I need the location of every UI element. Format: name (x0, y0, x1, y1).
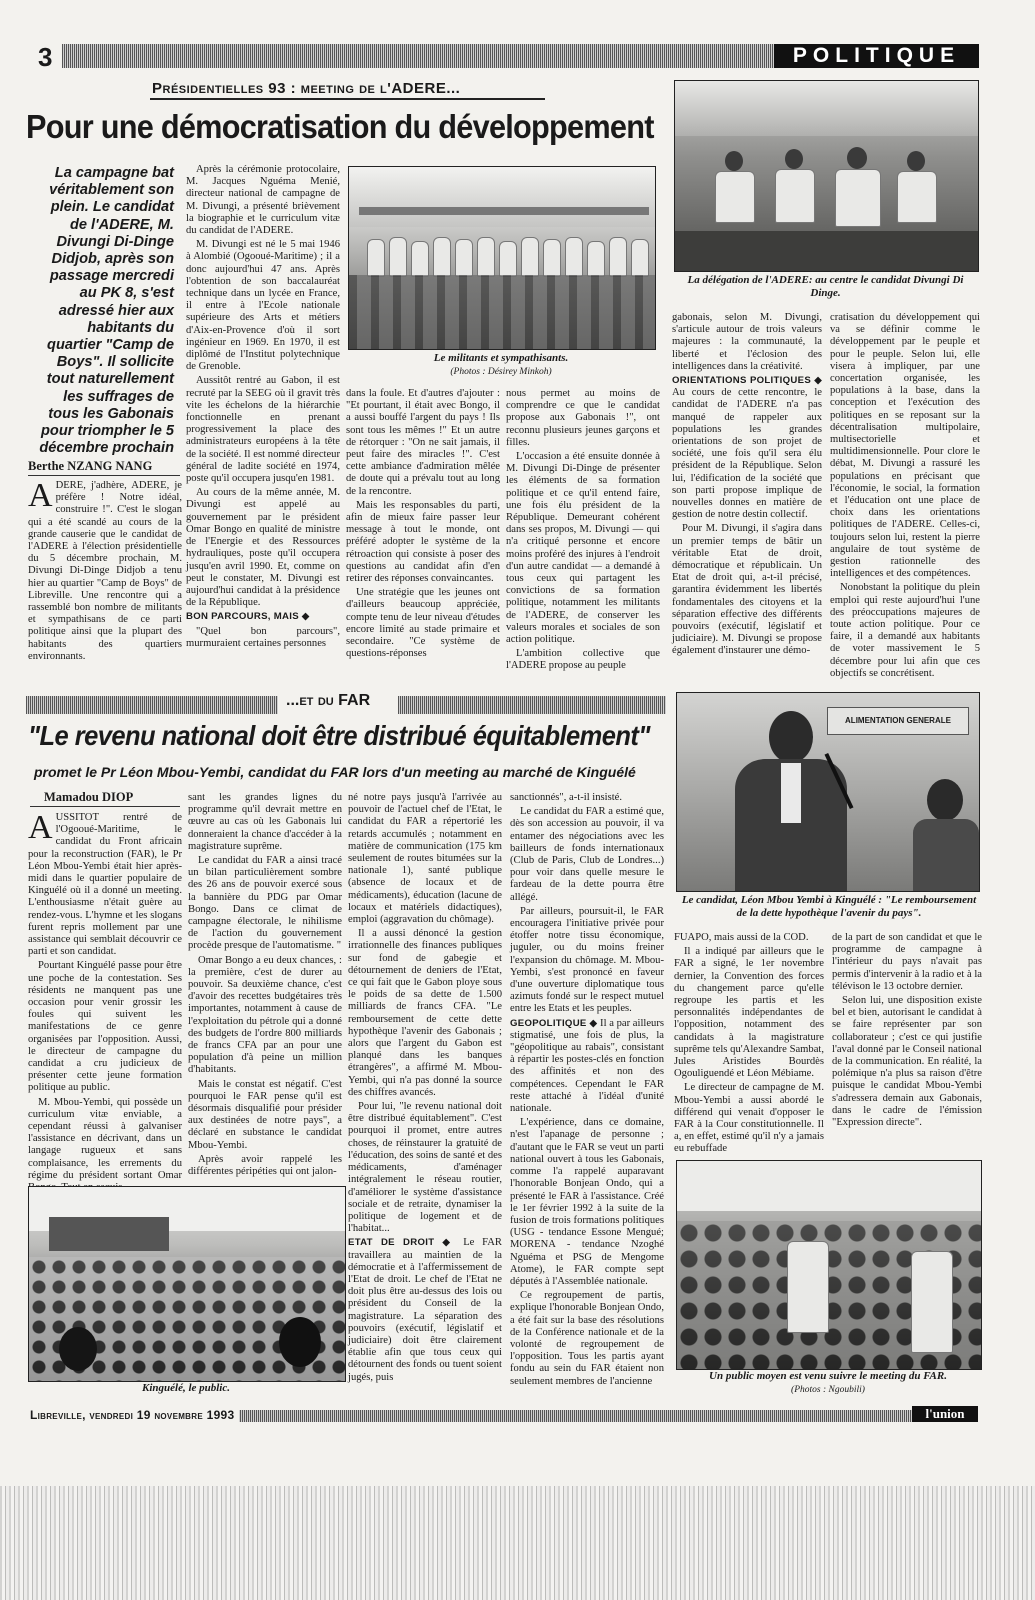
paragraph: Mais le constat est négatif. C'est pourquoi le FAR pense qu'il est désormais disqualifié pour présider aux destinées de notre pays", a déclaré en substance le candidat Mbou-Yembi. (188, 1078, 342, 1151)
photo-militants-caption (348, 352, 654, 379)
paragraph: Au cours de cette rencontre, le candidat de l'ADERE n'a pas manqué de rappeler aux populations les grandes orientations de son projet de société, une fois qu'il sera élu président de la République. Selon lui, l'édification de la société que son parti propose implique de nouvelles donnes en matière de gestion de notre destin collectif. (672, 387, 822, 521)
article1-column-2 (186, 164, 340, 676)
article2-column-4 (510, 792, 664, 1392)
paragraph: nous permet au moins de comprendre ce que le candidat propose aux Gabonais !", ont reconnu plusieurs jeunes garçons et filles. (506, 388, 660, 448)
article2-kicker: ...et du FAR (286, 692, 371, 709)
paragraph: Ce regroupement de partis, explique l'honorable Bonjean Ondo, a été fait sur la base des résolutions de la Conférence nationale et de la volonté de regroupement de l'opposition. Tous les partis ayant fondu au sein du FAR étaient non seulement membres de l'ancienne (510, 1290, 664, 1387)
paragraph: Omar Bongo a eu deux chances, : la première, c'est de durer au pouvoir. Sa deuxième chance, c'est d'avoir des recettes budgétaires très importantes, notamment à cause de l'exploitation du pétrole qui a donné des budgets de l'ordre 800 milliards de francs CFA par an pour une population d'à peine un million d'habitants. (188, 954, 342, 1076)
article1-column-5 (672, 312, 822, 678)
scan-artifact (0, 1486, 1035, 1600)
paragraph: Nonobstant la politique du plein emploi qui reste aujourd'hui l'une des préoccupations majeures de toute action politique. Pour ce faire, il a demandé aux habitants de voter massivement le 5 décembre pour lui afin que ces objectifs se concrétisent. (830, 582, 980, 679)
paragraph: Aussitôt rentré au Gabon, il est recruté par la SEEG où il gravit très vite les échelons de la hiérarchie fonctionnelle en prenant progressivement la place des administrateurs européens à la tête de la société. Il est nommé directeur général de ladite société en 1974, poste qu'il occupera jusqu'en 1981. (186, 375, 340, 485)
paragraph: M. Divungi est né le 5 mai 1946 à Alombié (Ogooué-Maritime) ; il a donc aujourd'hui 47 ans. Après l'obtention de son baccalauréat technique dans un lycée en France, il entre à l'Ecole nationale supérieure des Arts et métiers d'Aix-en-Provence d'où il sort ingénieur en 1969. En 1970, il est diplômé de l'Institut polytechnique de Grenoble. (186, 239, 340, 373)
paragraph: "Quel bon parcours", murmuraient certaines personnes (186, 625, 340, 649)
paragraph: Le FAR travaillera au maintien de la démocratie et à l'affermissement de l'Etat de droit. Le chef de l'Etat ne doit plus être au-dessus des lois ou président du Conseil de la magistrature. La séparation des pouvoirs (exécutif, législatif et judiciaire) doit être clairement établie afin que tous ceux qui détournent des fonds ou tuent soient jugés, puis (348, 1237, 502, 1383)
footer-paper-name: l'union (912, 1406, 978, 1422)
section-label: POLITIQUE (774, 44, 979, 68)
paragraph: gabonais, selon M. Divungi, s'articule autour de trois valeurs majeures : la communauté, la liberté et l'éclosion des intelligences dans la créativité. (672, 312, 822, 372)
paragraph: Le candidat du FAR a ainsi tracé un bilan particulièrement sombre des 26 ans de pouvoir exercé sous la bannière du PDG par Omar Bongo. Dans ce climat de campagne électorale, le nihilisme de l'action du gouvernement procède presque de l'automatisme. " (188, 855, 342, 952)
article2-headline: "Le revenu national doit être distribué équitablement" (28, 720, 650, 751)
paragraph: né notre pays jusqu'à l'arrivée au pouvoir de l'actuel chef de l'Etat, le candidat du FAR a répertorié les retards accumulés ; notamment en matière de communication (175 km seulement de routes bitumées sur la nationale 1), santé publique (absence de locaux et de médicaments), éducation (lacune de locaux et matériels didactiques), emploi (aggravation du chômage). (348, 792, 502, 926)
article1-byline: Berthe NZANG NANG (28, 459, 153, 473)
paragraph: L'ambition collective que l'ADERE propose au peuple (506, 648, 660, 672)
page-number: 3 (38, 42, 53, 72)
photo-militants (348, 166, 656, 350)
paragraph: Une stratégie que les jeunes ont d'ailleurs beaucoup appréciée, compte tenu de leur niveau d'études encore limité au stade primaire et secondaire. "Ce système de questions-réponses (346, 587, 500, 660)
article2-column-2 (188, 792, 342, 1176)
paragraph: Selon lui, une disposition existe bel et bien, autorisant le candidat à se faire représenter par son collaborateur ; c'est ce qui justifie l'aval donné par le Conseil national de la communication. En réalité, la polémique n'a plus sa raison d'être puisque le candidat Mbou-Yembi s'adressera demain aux Gabonais, dans le cadre de l'émission "Expression directe". (832, 995, 982, 1129)
article2-rule-right (398, 696, 666, 714)
paragraph: Il a indiqué par ailleurs que le FAR a signé, le 1er novembre dernier, la Convention des forces du changement parce qu'elle regroupe les partis et les personnalités indépendantes de l'opposition, notamment des candidats à la magistrature suprême tels qu'Alexandre Sambat, Jules Aristides Bourdès Ogouliguendé et Léon Mébiame. (674, 946, 824, 1080)
paragraph: USSITOT rentré de l'Ogooué-Maritime, le candidat du Front africain pour la reconstruction (FAR), le Pr Léon Mbou-Yembi était hier après-midi dans le quartier populaire de Kinguélé où il a donné un meeting. L'enthousiasme n'était guère au rendez-vous. L'hymne et les slogans furent repris mollement par une assistance qui semblait découvrir ce parti et son candidat. (28, 812, 182, 958)
footer-dateline: Libreville, vendredi 19 novembre 1993 (30, 1408, 239, 1422)
paragraph: cratisation du développement qui va se définir comme le développement par le peuple et pour le peuple. Selon lui, elle visera à impliquer, par une concertation organisée, les populations à la base, dans la conception et l'exécution des politiques en se reposant sur la décentralisation multipolaire, multisectorielle et multidimensionnelle. Pour clore le débat, M. Divungi a rassuré les populations en précisant que l'économie, le social, la formation et l'éducation ont une place de choix dans les orientations politiques de l'ADERE. Celles-ci, toujours selon lui, restent la pierre angulaire de tout système de gestion rationnelle des intelligences et des compétences. (830, 312, 980, 580)
shop-sign: ALIMENTATION GENERALE (827, 707, 969, 735)
article2-column-1 (28, 809, 182, 1181)
photo-public-moyen-caption (676, 1370, 980, 1397)
paragraph: Au cours de la même année, M. Divungi est appelé au gouvernement par le président Omar Bongo en qualité de ministre de l'Energie et des Ressources hydrauliques, poste qu'il occupera jusqu'en avril 1990. Et, comme on peut le constater, M. Divungi est aujourd'hui candidat à la présidence de la République. (186, 487, 340, 609)
paragraph: Après la cérémonie protocolaire, M. Jacques Nguéma Menié, directeur national de campagne de M. Divungi, a présenté brièvement la biographie et le curriculum vitæ du candidat de l'ADERE. (186, 164, 340, 237)
paragraph: dans la foule. Et d'autres d'ajouter : "Et pourtant, il était avec Bongo, il a aussi bouffé l'argent du pays ! Ils sont tous les mêmes !" Et un autre de rétorquer : "On ne sait jamais, il peut faire des miracles !". C'est cette ambiance d'admiration mêlée de doute qui a prévalu tout au long de la rencontre. (346, 388, 500, 497)
paragraph: Pourtant Kinguélé passe pour être une poche de la contestation. Ses résidents ne manquent pas une occasion pour venir grossir les foules qui suivent les manifestations de ce genre organisées par l'opposition. Aussi, le directeur de campagne du candidat a cru judicieux de présenter cette jeune formation politique au public. (28, 960, 182, 1094)
dropcap: A (28, 809, 53, 846)
photo-public-moyen (676, 1160, 982, 1370)
article2-column-5 (674, 932, 824, 1156)
paragraph: Le directeur de campagne de M. Mbou-Yembi a aussi abordé le différend qui venait d'opposer le FAR à la Cour constitutionnelle. Il a, en effet, estimé qu'il n'y a jamais eu rebuffade (674, 1082, 824, 1155)
article1-column-6 (830, 312, 980, 678)
article2-rule-left (26, 696, 278, 714)
paragraph: DERE, j'adhère, ADERE, je préfère ! Notre idéal, construire !". C'est le slogan qui a été scandé au cours de la grande causerie que le candidat de l'ADERE à l'élection présidentielle du 5 décembre prochain, M. Divungi Di-Dinge Didjob a tenu hier au quartier "Camp de Boys" de Libreville. Une rencontre qui a rassemblé bon nombre de militants et sympathisans de ce parti politique ainsi que la plupart des habitants des quartiers environnants. (28, 480, 182, 662)
photo-candidate-caption: Le candidat, Léon Mbou Yembi à Kinguélé : "Le remboursement de la dette hypothèque l'avenir du pays". (681, 894, 977, 919)
article2-column-3 (348, 792, 502, 1392)
article2-byline-rule (30, 806, 180, 807)
paragraph: Par ailleurs, poursuit-il, le FAR encouragera l'initiative privée pour étoffer notre tissu économique, juguler, ou du moins freiner l'expansion du chômage. M. Mbou-Yembi, s'est prononcé en faveur d'une ouverture diplomatique tous azimuts fondé sur le respect mutuel entre les Etats et les peuples. (510, 905, 664, 1015)
subhead: ETAT DE DROIT ◆ (348, 1237, 456, 1249)
section-rule (62, 44, 774, 68)
article1-column-4 (506, 388, 660, 678)
dropcap: A (28, 477, 53, 514)
paragraph: Mais les responsables du parti, afin de mieux faire passer leur message à tout le monde, ont préféré adopter le système de la rétroaction qui consiste à poser des questions au candidat afin d'en retirer des réponses convaincantes. (346, 499, 500, 585)
paragraph: Il a aussi dénoncé la gestion irrationnelle des finances publiques sur fond de gabegie et détournement de deniers de l'Etat, ce qui fait que le Gabon ploye sous le poids de sa dette de 1.500 milliards de francs CFA. "Le remboursement de cette dette hypothèque l'avenir des Gabonais ; alors que l'argent du Gabon est planqué dans les banques étrangères", a affirmé M. Mbou-Yembi, qui n'a pas donné la source des chiffres avancés. (348, 928, 502, 1098)
subhead: BON PARCOURS, MAIS ◆ (186, 611, 310, 623)
article2-byline: Mamadou DIOP (44, 790, 134, 804)
article2-deck: promet le Pr Léon Mbou-Yembi, candidat du FAR lors d'un meeting au marché de Kinguélé (34, 764, 636, 780)
subhead: ORIENTATIONS POLITIQUES ◆ (672, 375, 822, 387)
paragraph: Pour lui, "le revenu national doit être distribué équitablement". C'est pourquoi il promet, entre autres choses, de réinstaurer la gratuité de l'éducation, des soins de santé et des médicaments, d'aménager intégralement le réseau routier, d'améliorer le système d'assistance sociale et de retraite, dynamiser la politique de logement et de l'habitat... (348, 1101, 503, 1235)
paragraph: L'expérience, dans ce domaine, n'est l'apanage de personne ; d'autant que le FAR se veut un parti national ouvert à tous les Gabonais, comme l'a rappelé auparavant l'honorable Bonjean Ondo, qui a présenté le FAR à l'assistance. Créé le 1er février 1992 à la suite de la fusion de trois formations politiques (USG - tendance Essone Mengué; MORENA - tendance Nzoghé Nguéma et PSG de Mengome Atome), le FAR compte sept députés à l'Assemblée nationale. (510, 1117, 664, 1287)
article1-kicker: Présidentielles 93 : meeting de l'ADERE... (152, 80, 461, 97)
caption-text: Le militants et sympathisants. (433, 352, 569, 364)
caption-text: Un public moyen est venu suivre le meeting du FAR. (709, 1370, 947, 1382)
article2-column-6 (832, 932, 982, 1156)
article1-lede: La campagne bat véritablement son plein. Le candidat de l'ADERE, M. Divungi Di-Dinge Didjob, après son passage mercredi au PK 8, s'est adressé hier aux habitants du quartier "Camp de Boys". Il sollicite tout naturellement les suffrages de tous les Gabonais pour triompher le 5 décembre prochain (39, 165, 174, 457)
photo-delegation-caption: La délégation de l'ADERE: au centre le candidat Divungi Di Dinge. (687, 274, 964, 299)
paragraph: Pour M. Divungi, il s'agira dans un premier temps de bâtir un véritable Etat de droit, démocratique et républicain. Un Etat de droit qui, a-t-il précisé, garantira évidemment les libertés fondamentales des citoyens et la séparation effective des différents pouvoirs (exécutif, législatif et judiciaire). M. Divungi se propose également d'instaurer une démo- (672, 523, 822, 657)
paragraph: Après avoir rappelé les différentes péripéties qui ont jalon- (188, 1153, 342, 1178)
photo-kinguele-caption: Kinguélé, le public. (142, 1382, 230, 1394)
paragraph: Il a par ailleurs stigmatisé, une fois de plus, la "géopolitique au rabais", consistant à répartir les postes-clés en fonction des affinités et non des compétences. Cependant le FAR reste attaché à l'idéal d'unité nationale. (510, 1017, 664, 1115)
paragraph: sanctionnés", a-t-il insisté. (510, 792, 623, 803)
photo-kinguele-public (28, 1186, 346, 1382)
paragraph: L'occasion a été ensuite donnée à M. Divungi Di-Dinge de présenter les éléments de sa formation politique et ce qu'il entend faire, une fois élu président de la République. Demeurant cohérent dans ses propos, M. Divungi — qui n'a critiqué personne et encore moins proféré des injures à l'endroit d'un autre candidat — a demandé à tous ceux qui partagent les convictions de sa formation politique, notamment les militants de l'ADERE, de conserver les valeurs morales et sociales de son action politique. (506, 451, 660, 646)
paragraph: sant les grandes lignes du programme qu'il devrait mettre en œuvre au cas où les Gabonais lui donneraient la chance d'accéder à la magistrature suprême. (188, 792, 342, 852)
paragraph: de la part de son candidat et que le programme de campagne à l'intérieur du pays n'avait pas permis d'intervenir à la radio et à la télévison le 13 octobre dernier. (832, 932, 982, 992)
paragraph: M. Mbou-Yembi, qui possède un curriculum vitæ enviable, a cependant réussi à galvaniser l'assistance en décrivant, dans un langage rugueux et sans complaisance, les errements du régime du président sortant Omar (28, 1096, 182, 1181)
article1-column-3 (346, 388, 500, 678)
subhead: GEOPOLITIQUE ◆ (510, 1017, 598, 1029)
paragraph: Le candidat du FAR a estimé que, dès son accession au pouvoir, il va entamer des négociations avec les bailleurs de fonds internationaux (Club de Paris, Club de Londres...) pour voir dans quelle mesure le fardeau de la dette pourra être allégé. (510, 806, 664, 903)
article1-column-1 (28, 477, 182, 680)
paragraph: FUAPO, mais aussi de la COD. (674, 932, 809, 943)
photo-delegation (674, 80, 979, 272)
photo-candidate-mbou-yembi (676, 692, 980, 892)
article1-headline: Pour une démocratisation du développement (26, 108, 654, 145)
photo-credit: (Photos : Ngoubili) (791, 1385, 865, 1395)
photo-credit: (Photos : Désirey Minkoh) (450, 367, 552, 377)
article1-byline-rule (28, 475, 180, 476)
article1-kicker-rule (150, 98, 545, 100)
